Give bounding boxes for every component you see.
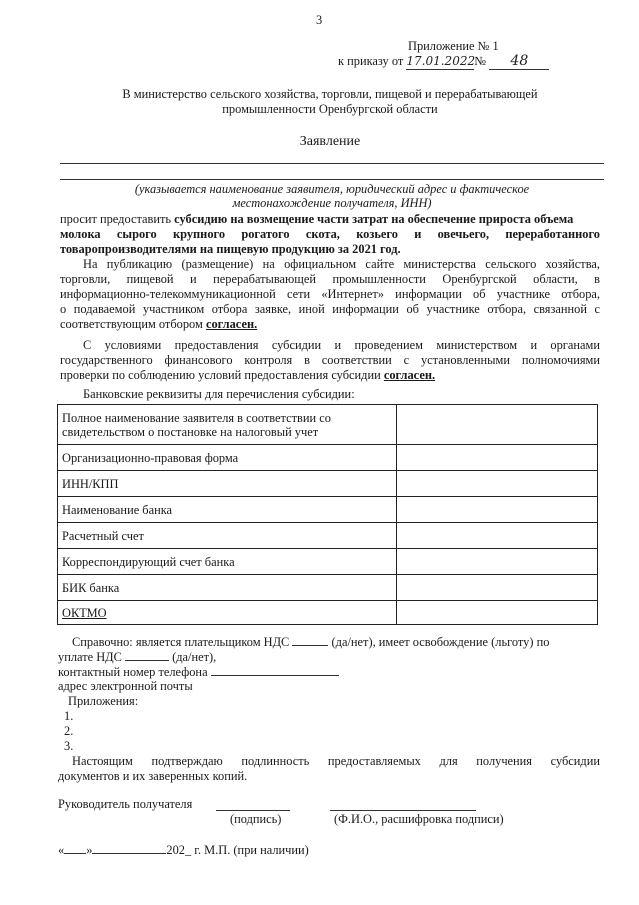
date-close-quote: » <box>86 843 93 857</box>
attachment-item-1: 1. <box>64 709 74 723</box>
signature-caption: (подпись) <box>230 812 282 826</box>
row-value-bik[interactable] <box>397 575 598 601</box>
table-row <box>58 405 598 445</box>
vat-exemption-label: (да/нет), имеет освобождение (льготу) по <box>331 635 550 649</box>
vat-payer-field[interactable] <box>292 634 328 646</box>
row-value-bank-name[interactable] <box>397 497 598 523</box>
row-label-bank-name: Наименование банка <box>58 497 397 523</box>
publication-line-3: информационно-телекоммуникационной сети «Интернет» информации об участнике отбора, <box>60 287 600 301</box>
appendix-title: Приложение № 1 <box>408 39 499 53</box>
conditions-line-3-text: проверки по соблюдению условий предоставления субсидии <box>60 368 381 382</box>
conditions-line-3 <box>60 368 600 383</box>
order-date: 17.01.2022 <box>406 54 476 68</box>
order-reference <box>338 54 568 70</box>
full-name-caption: (Ф.И.О., расшифровка подписи) <box>334 812 504 826</box>
phone-field[interactable] <box>211 664 339 676</box>
date-line <box>58 842 309 858</box>
vat-yes-no-label: (да/нет), <box>172 650 217 664</box>
publication-consent: согласен. <box>205 317 258 331</box>
request-subject: субсидию на возмещение части затрат на обеспечение прироста объема <box>174 212 574 226</box>
full-name-line[interactable] <box>330 810 476 811</box>
document-title: Заявление <box>299 134 361 149</box>
table-row <box>58 549 598 575</box>
publication-line-1: На публикацию (размещение) на официальном сайте министерства сельского хозяйства, <box>83 257 600 271</box>
table-row <box>58 471 598 497</box>
email-label: адрес электронной почты <box>58 679 193 693</box>
conditions-line-2: государственного финансового контроля в соответствии с установленными полномочиями <box>60 353 600 367</box>
order-number-prefix: № <box>474 54 487 68</box>
confirmation-line-1: Настоящим подтверждаю подлинность предоставляемых для получения субсидии <box>72 754 600 768</box>
order-prefix: к приказу от <box>338 54 404 68</box>
row-value-correspondent-account[interactable] <box>397 549 598 575</box>
vat-payer-label: Справочно: является плательщиком НДС <box>72 635 290 649</box>
date-open-quote: « <box>58 843 65 857</box>
applicant-line-2 <box>60 179 604 180</box>
attachments-title: Приложения: <box>68 694 139 708</box>
request-line-3: товаропроизводителями на пищевую продукцию за 2021 год. <box>60 242 401 256</box>
row-label-inn-kpp: ИНН/КПП <box>58 471 397 497</box>
row-label-settlement-account: Расчетный счет <box>58 523 397 549</box>
bank-details-intro: Банковские реквизиты для перечисления субсидии: <box>83 387 355 401</box>
seal-label: г. М.П. (при наличии) <box>194 843 309 857</box>
page-number: 3 <box>316 13 323 27</box>
order-number: 48 <box>489 54 549 70</box>
table-row <box>58 497 598 523</box>
vat-exemption-field[interactable] <box>125 649 169 661</box>
signature-line[interactable] <box>216 810 290 811</box>
applicant-line-1 <box>60 163 604 164</box>
addressee-line-2: промышленности Оренбургской области <box>222 102 438 116</box>
publication-line-5-text: соответствующим отбором <box>60 317 203 331</box>
conditions-consent: согласен. <box>383 368 436 382</box>
row-value-inn-kpp[interactable] <box>397 471 598 497</box>
confirmation-line-2: документов и их заверенных копий. <box>58 769 248 783</box>
table-row <box>58 523 598 549</box>
publication-line-2: торговли, пищевой и перерабатывающей промышленности Оренбургской области, в <box>60 272 600 286</box>
table-row <box>58 601 598 625</box>
phone-line <box>58 664 339 680</box>
applicant-hint-line-2: местонахождение получателя, ИНН) <box>232 196 432 210</box>
row-label-bik: БИК банка <box>58 575 397 601</box>
day-field[interactable] <box>64 842 86 854</box>
row-value-legal-form[interactable] <box>397 445 598 471</box>
row-value-full-name[interactable] <box>397 405 598 445</box>
table-row <box>58 575 598 601</box>
conditions-line-1: С условиями предоставления субсидии и проведением министерством и органами <box>83 338 600 352</box>
request-line-2: молока сырого крупного рогатого скота, козьего и овечьего, переработанного <box>60 227 600 241</box>
request-lead: просит предоставить <box>60 212 172 226</box>
row-label-full-name: Полное наименование заявителя в соответствии со свидетельством о постановке на налоговый учет <box>58 405 397 445</box>
head-of-recipient-label: Руководитель получателя <box>58 797 193 811</box>
table-row <box>58 445 598 471</box>
request-line-1 <box>60 212 600 227</box>
attachment-item-2: 2. <box>64 724 74 738</box>
month-field[interactable] <box>92 842 166 854</box>
addressee-line-1: В министерство сельского хозяйства, торговли, пищевой и перерабатывающей <box>122 87 538 101</box>
vat-payment-label: уплате НДС <box>58 650 122 664</box>
publication-line-4: о подаваемой участником отбора заявке, иной информации об участнике отбора, связанной с <box>60 302 600 316</box>
row-label-correspondent-account: Корреспондирующий счет банка <box>58 549 397 575</box>
row-label-oktmo: ОКТМО <box>58 601 397 625</box>
vat-reference-line-1 <box>72 634 602 650</box>
row-label-legal-form: Организационно-правовая форма <box>58 445 397 471</box>
row-value-settlement-account[interactable] <box>397 523 598 549</box>
row-value-oktmo[interactable] <box>397 601 598 625</box>
publication-line-5 <box>60 317 600 332</box>
phone-label: контактный номер телефона <box>58 665 208 679</box>
applicant-hint-line-1: (указывается наименование заявителя, юридический адрес и фактическое <box>134 182 530 196</box>
year-label: 202_ <box>166 843 192 857</box>
bank-details-table <box>57 404 598 625</box>
vat-reference-line-2 <box>58 649 216 665</box>
attachment-item-3: 3. <box>64 739 74 753</box>
